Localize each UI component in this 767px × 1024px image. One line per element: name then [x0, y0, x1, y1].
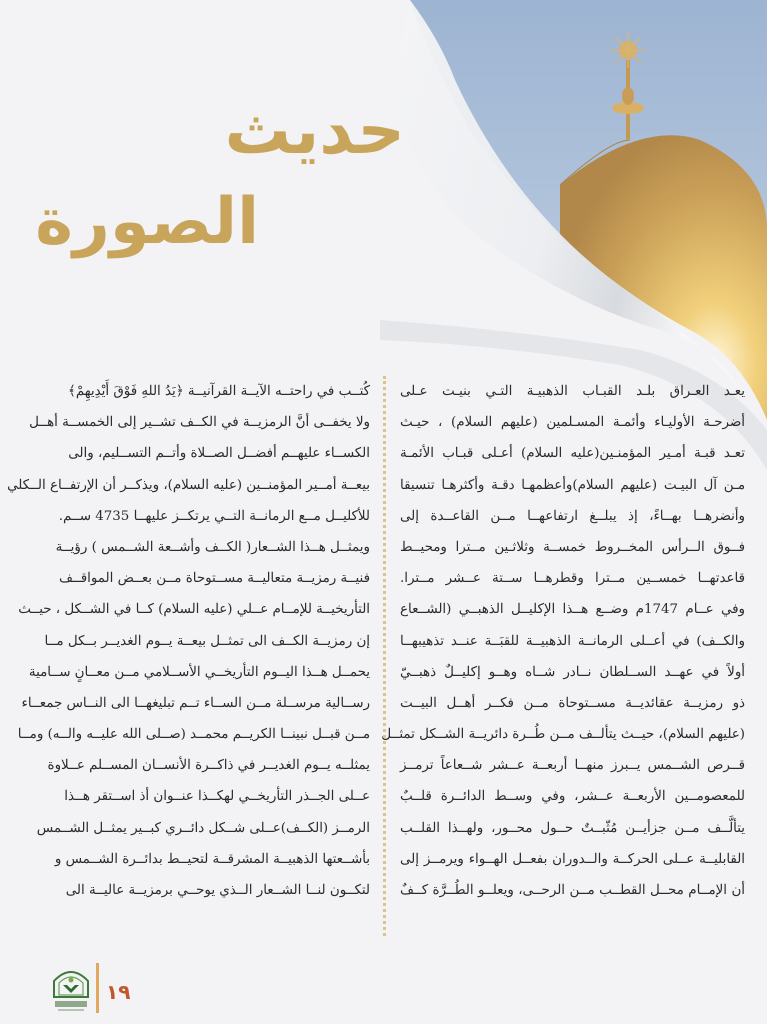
text-line: وأنضرهــا بهــاءً، إذ يبلــغ ارتفاعهــا مــن القاعــدة إلى [400, 508, 745, 524]
text-line: ويمثــل هــذا الشــعار( الكــف وأشــعة الشــمس ) رؤيــة [55, 539, 370, 555]
text-line: بأشــعتها الذهبيــة المشرقــة لتحيــط بدائــرة الشــمس و [54, 851, 370, 867]
text-line: أضرحـة الأوليـاء وأئمـة المسـلمين (عليهم السلام) ، حيـث [400, 415, 745, 431]
text-line: وفي عــام 1747م وضــع هــذا الإكليــل الذهبــي (الشــعاع [400, 602, 745, 618]
text-line: للمعصومــين الأربعــة عــشر، وفي وســط الدائــرة قلــبٌ [400, 789, 745, 805]
text-line: الكســاء عليهــم أفضــل الصــلاة وأتــم التســليم، والى [68, 446, 370, 462]
text-line: فــوق الــرأس المخــروط خمســة وثلاثـين مــترا ومحيــط [400, 539, 745, 555]
text-line: ذو رمزيــة عقائديــة مســتوحاة مــن فكــر أهــل البيــت [400, 695, 745, 711]
text-line: بيعــة أمــير المؤمنــين (عليه السلام)، ويذكــر أن الإرتفــاع الــكلي [7, 477, 370, 493]
text-line: فنيــة رمزيــة متعاليــة مســتوحاة مــن بعــض المواقــف [59, 571, 370, 587]
text-line: يمثلــه يــوم الغديــر في ذاكــرة الأنســان المســلم عــلاوة [47, 758, 370, 774]
text-line: يعـد العـراق بلـد القبـاب الذهبيـة التـي بنيـت عـلى [400, 384, 745, 399]
article-column-right [381, 376, 745, 906]
text-line: كُتــب في راحتــه الآيــة القرآنيــة ﴿يَدُ اللهِ فَوْقَ أَيْدِيهِمْ﴾ [68, 384, 370, 399]
text-line: القابليــة عــلى الحركــة والــدوران بفعــل الهــواء ويرمــز إلى [400, 851, 745, 867]
text-line: ولا يخفــى أنَّ الرمزيــة في الكــف تشــير إلى الخمســة أهــل [29, 415, 370, 431]
text-line: مـن آل البيـت (عليهم السلام)وأعظمهـا دقـة وأكثرهـا تنسيقا [400, 477, 745, 493]
text-line: رســالية مرســلة مــن الســاء تــم تبليغهــا الى النــاس جمعــاء [21, 695, 370, 711]
text-line: مــن قبــل نبينــا الكريــم محمــد (صــلى الله عليــه والــه) ومــا [17, 727, 370, 743]
text-line: تعـد قبـة أمـير المؤمنـين(عليه السلام) أعـلى قبـاب الأئمـة [400, 446, 745, 462]
text-line: لتكــون لنــا الشــعار الــذي يوحــي برمزيــة عاليــة الى [65, 883, 370, 898]
text-line: إن رمزيــة الكــف الى تمثــل بيعــة يــوم الغديــر بــكل مــا [44, 633, 370, 649]
page-number: ١٩ [106, 980, 131, 1004]
title-line-1: حديث [224, 92, 405, 169]
text-line: يحمــل هــذا اليــوم التأريخــي الأســلامي مــن معــانٍ ســامية [28, 664, 370, 680]
text-line: (عليهم السلام)، حيــث يتألــف مــن طُــرة دائريــة الشــكل تمثــل [381, 727, 745, 743]
text-line: الرمــز (الكــف)عــلى شــكل دائــري كبــير يمثــل الشــمس [36, 820, 370, 836]
text-line: قاعدتهــا خمســين مــترا وقطرهــا ســتة عــشر مــترا. [400, 571, 745, 587]
footer-divider [96, 963, 99, 1013]
text-line: والكــف) في أعــلى الرمانــة الذهبيــة للقبَــة عنــد تذهيبهــا [400, 633, 745, 649]
title-line-2: الصورة [35, 185, 259, 259]
text-line: قــرص الشــمس يــبرز منهــا أربعــة عــشر شــعاعاً ترمــز [400, 758, 745, 774]
column-divider [383, 376, 386, 936]
article-column-left [7, 376, 370, 906]
text-line: للأكليــل مــع الرمانــة التــي يرتكــز عليهــا 4735 ســم. [58, 508, 370, 524]
text-line: أن الإمــام محــل القطــب مــن الرحــى، ويعلــو الطُــرَّة كــفٌ [400, 883, 745, 898]
institution-logo-icon [50, 963, 92, 1015]
text-line: أولاً في عهــد الســلطان نــادر شــاه وهــو إكليــلٌ ذهبــيّ [400, 664, 745, 680]
text-line: عــلى الجــذر التأريخــي لهكــذا عنــوان أذ اســتقر هــذا [64, 789, 370, 805]
text-line: يتألَّــف مــن جزأيــن مُثّبــتٌ حــول محــور، ولهــذا القلــب [400, 820, 745, 836]
text-line: التأريخيــة للإمــام عــلي (عليه السلام) كــا في الشــكل ، حيــث [18, 602, 370, 618]
